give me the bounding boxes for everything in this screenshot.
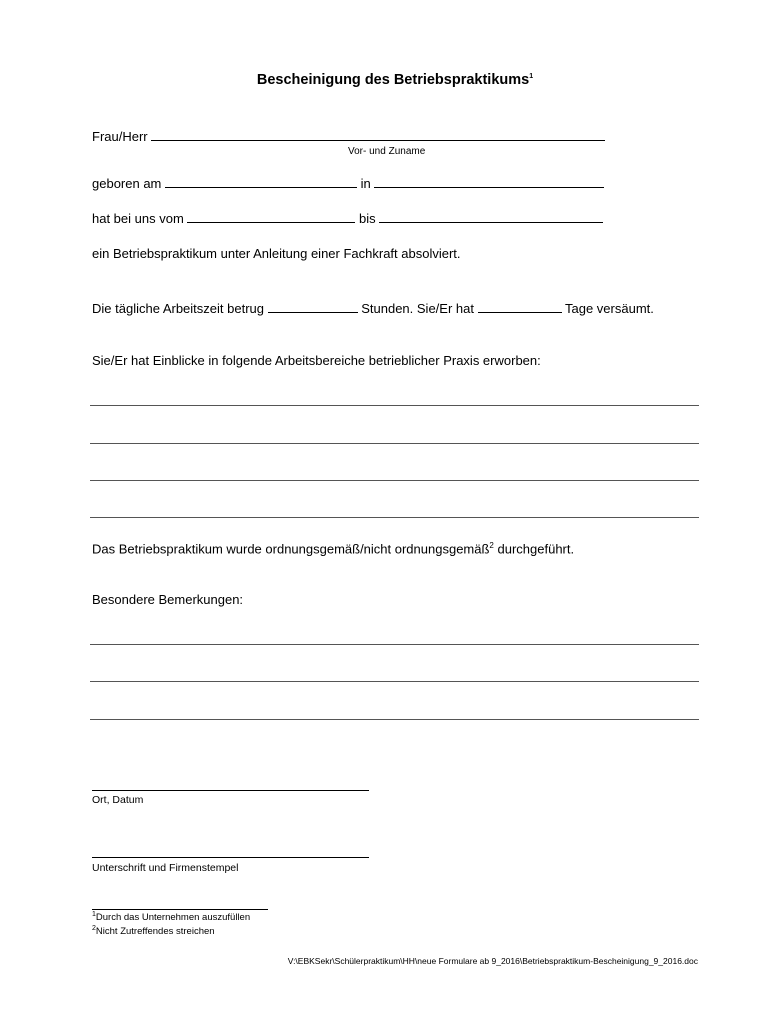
name-hint: Vor- und Zuname xyxy=(348,146,426,157)
name-row xyxy=(92,128,605,145)
name-label: Frau/Herr xyxy=(92,129,148,144)
footnote-2 xyxy=(92,925,215,937)
missed-days-field[interactable] xyxy=(478,300,562,313)
file-path-footer: V:\EBKSekr\Schülerpraktikum\HH\neue Formulare ab 9_2016\Betriebspraktikum-Bescheinigung_9_2016.doc xyxy=(287,956,698,966)
remarks-label: Besondere Bemerkungen: xyxy=(92,592,244,607)
to-label: bis xyxy=(359,211,376,226)
name-field[interactable] xyxy=(151,128,605,141)
areas-line-1[interactable] xyxy=(90,405,699,406)
areas-line-3[interactable] xyxy=(90,480,699,481)
footnote-separator xyxy=(92,909,268,910)
proper-statement xyxy=(92,538,574,557)
place-date-label: Ort, Datum xyxy=(92,794,144,806)
birth-place-field[interactable] xyxy=(374,175,604,188)
birth-date-field[interactable] xyxy=(165,175,357,188)
footnote-1 xyxy=(92,911,250,923)
footnote-2-text: Nicht Zutreffendes streichen xyxy=(95,926,215,938)
document-title: Bescheinigung des Betriebspraktikums$^1$ xyxy=(256,72,534,88)
to-date-field[interactable] xyxy=(379,210,603,223)
proper-footnote-marker: 2 xyxy=(489,541,494,550)
title-footnote-marker: 1 xyxy=(529,73,534,81)
birth-row xyxy=(92,175,604,192)
hours-field[interactable] xyxy=(268,300,358,313)
footnote-1-ref: 1 xyxy=(92,911,96,918)
remarks-line-2[interactable] xyxy=(90,681,699,682)
remarks-line-1[interactable] xyxy=(90,644,699,645)
footnote-1-text: Durch das Unternehmen auszufüllen xyxy=(95,912,251,924)
born-label: geboren am xyxy=(92,176,162,191)
areas-statement: Sie/Er hat Einblicke in folgende Arbeitsbereiche betrieblicher Praxis erworben: xyxy=(92,353,541,368)
from-label: hat bei uns vom xyxy=(92,211,184,226)
proper-suffix: durchgeführt. xyxy=(497,541,575,557)
place-date-line[interactable] xyxy=(92,790,369,791)
areas-line-4[interactable] xyxy=(90,517,699,518)
completed-statement: ein Betriebspraktikum unter Anleitung einer Fachkraft absolviert. xyxy=(92,246,461,261)
worktime-middle: Stunden. Sie/Er hat xyxy=(361,301,474,316)
period-row xyxy=(92,210,603,227)
areas-line-2[interactable] xyxy=(90,443,699,444)
signature-line[interactable] xyxy=(92,857,369,858)
footnote-2-ref: 2 xyxy=(92,925,96,932)
proper-text: Das Betriebspraktikum wurde ordnungsgemäß/nicht ordnungsgemäß xyxy=(92,541,490,557)
worktime-row xyxy=(92,300,654,317)
birth-place-label: in xyxy=(360,176,371,191)
from-date-field[interactable] xyxy=(187,210,355,223)
worktime-suffix: Tage versäumt. xyxy=(565,301,654,316)
worktime-prefix: Die tägliche Arbeitszeit betrug xyxy=(92,301,264,316)
remarks-line-3[interactable] xyxy=(90,719,699,720)
signature-label: Unterschrift und Firmenstempel xyxy=(92,862,239,874)
